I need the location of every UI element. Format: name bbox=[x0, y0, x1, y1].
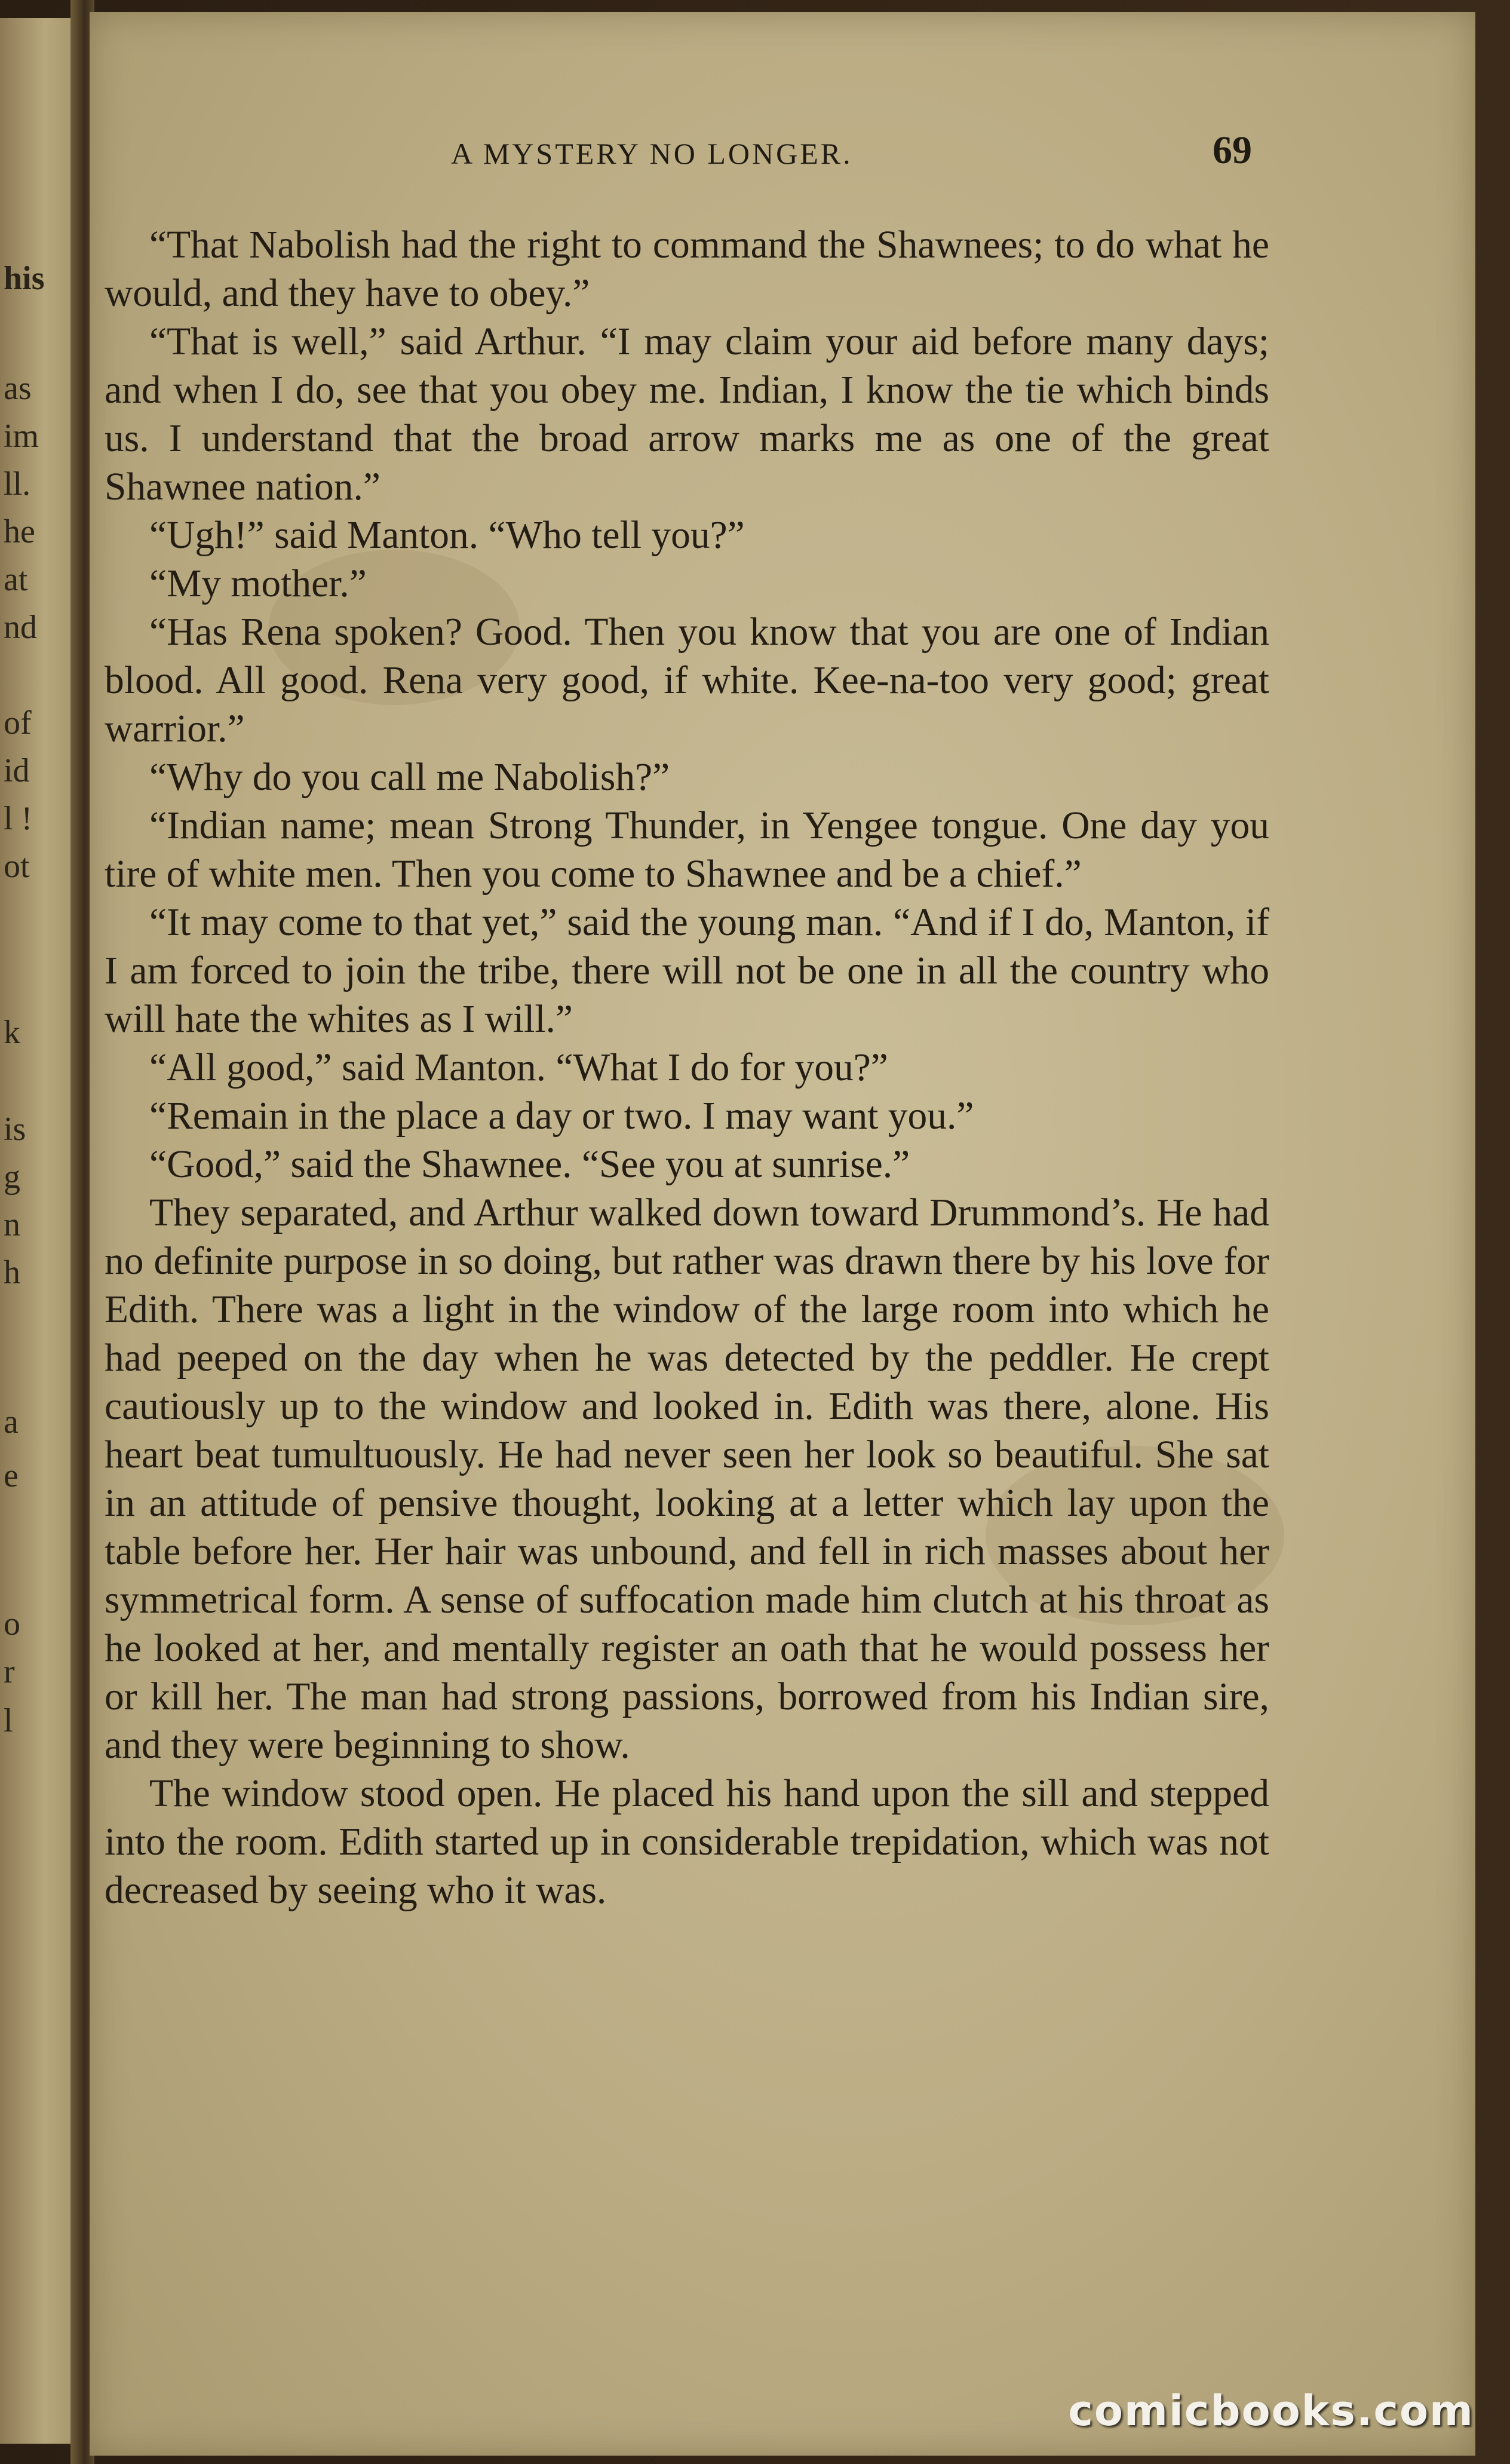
paragraph: “That Nabolish had the right to command the Shawnees; to do what he would, and they have to obey.” bbox=[105, 223, 1269, 315]
left-page-fragment: at bbox=[4, 561, 28, 598]
paragraph: “Good,” said the Shawnee. “See you at sunrise.” bbox=[149, 1143, 910, 1186]
left-page-fragment: nd bbox=[4, 609, 37, 646]
paragraph: “Remain in the place a day or two. I may want you.” bbox=[149, 1095, 974, 1138]
page-header bbox=[90, 128, 1344, 184]
left-page-fragment: r bbox=[4, 1653, 15, 1690]
left-page-fragment: of bbox=[4, 704, 32, 741]
left-page-fragment: n bbox=[4, 1206, 20, 1243]
paragraph: “Why do you call me Nabolish?” bbox=[149, 756, 670, 799]
body-text bbox=[105, 221, 1269, 1915]
left-page-fragment: his bbox=[4, 260, 45, 297]
left-page-fragment: l bbox=[4, 1702, 13, 1739]
left-page-fragment: ot bbox=[4, 848, 30, 885]
left-page-fragment: l ! bbox=[4, 800, 33, 837]
left-page-fragment: g bbox=[4, 1159, 20, 1196]
site-watermark: comicbooks.com bbox=[1068, 2386, 1474, 2435]
paragraph: “My mother.” bbox=[149, 562, 367, 605]
paragraph: “All good,” said Manton. “What I do for you?” bbox=[149, 1046, 888, 1089]
page-number: 69 bbox=[1213, 128, 1252, 172]
left-page-fragment: as bbox=[4, 370, 32, 407]
book-page bbox=[90, 12, 1475, 2456]
left-page-fragment: k bbox=[4, 1014, 20, 1051]
left-page-fragment: id bbox=[4, 752, 30, 789]
paragraph: “Indian name; mean Strong Thunder, in Yengee tongue. One day you tire of white men. Then you come to Shawnee and be a chief.” bbox=[105, 804, 1269, 896]
paragraph: “It may come to that yet,” said the young man. “And if I do, Manton, if I am forced to join the tribe, there will not be one in all the country who will hate the whites as I will.” bbox=[105, 901, 1269, 1041]
paragraph: “Has Rena spoken? Good. Then you know that you are one of Indian blood. All good. Rena very good, if white. Kee-na-too very good; great warrior.” bbox=[105, 611, 1269, 750]
left-page-fragment: ll. bbox=[4, 465, 31, 502]
paragraph: The window stood open. He placed his hand upon the sill and stepped into the room. Edith started up in considerable trepidation, which was not decreased by seeing who it was. bbox=[105, 1772, 1269, 1912]
left-page-fragment: o bbox=[4, 1605, 20, 1642]
paragraph: “Ugh!” said Manton. “Who tell you?” bbox=[149, 514, 745, 557]
paragraph: “That is well,” said Arthur. “I may claim your aid before many days; and when I do, see that you obey me. Indian, I know the tie which binds us. I understand that the broad arrow marks me as one of the great Shawnee nation.” bbox=[105, 320, 1269, 508]
left-page-fragment: is bbox=[4, 1111, 26, 1148]
left-page-fragment: im bbox=[4, 418, 39, 455]
running-head: A MYSTERY NO LONGER. bbox=[451, 137, 853, 170]
left-page-fragment: e bbox=[4, 1457, 19, 1494]
paragraph: They separated, and Arthur walked down toward Drummond’s. He had no definite purpose in so doing, but rather was drawn there by his love for Edith. There was a light in the window of the large room into which he had peeped on the day when he was detected by the peddler. He crept cautiously up to the window and looked in. Edith was there, alone. His heart beat tumultuously. He had never seen her look so beautiful. She sat in an attitude of pensive thought, looking at a letter which lay upon the table before her. Her hair was unbound, and fell in rich masses about her symmetrical form. A sense of suffocation made him clutch at his throat as he looked at her, and mentally register an oath that he would possess her or kill her. The man had strong passions, borrowed from his Indian sire, and they were beginning to show. bbox=[105, 1191, 1269, 1767]
left-page-fragment: h bbox=[4, 1254, 20, 1291]
left-page-fragment: he bbox=[4, 513, 35, 550]
left-page-fragment: a bbox=[4, 1403, 19, 1441]
